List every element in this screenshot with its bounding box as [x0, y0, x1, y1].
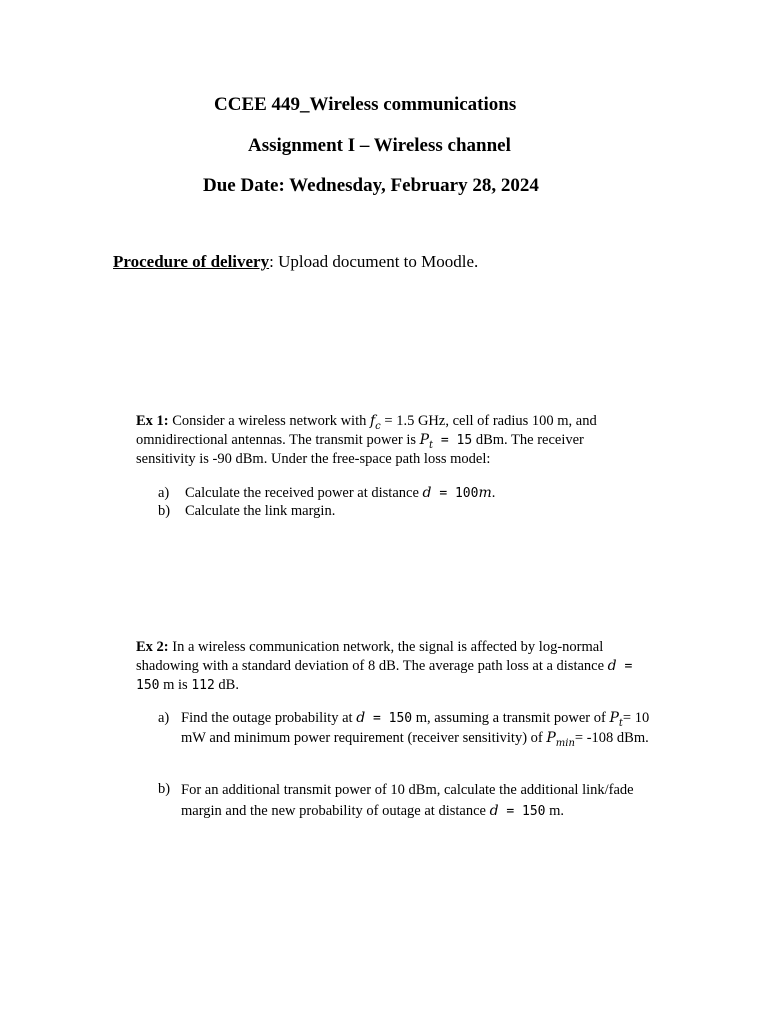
item-marker: b): [158, 781, 171, 797]
pt-sub: t: [429, 439, 434, 451]
assignment-title: Assignment I – Wireless channel: [248, 135, 511, 156]
item-marker: a): [158, 485, 170, 501]
path-loss-value: 112: [191, 678, 215, 693]
item-text: Calculate the link margin.: [185, 503, 336, 519]
fc-sub: c: [375, 420, 381, 432]
item-end: .: [491, 485, 496, 501]
item-text: [181, 780, 661, 822]
item-a-text: Calculate the received power at distance: [185, 485, 423, 501]
pt-value: = 15: [433, 432, 473, 448]
ex2-text: In a wireless communication network, the signal is affected by log-normal shadowing with a standard deviation of 8 dB. The average path loss at a distance: [136, 639, 608, 674]
procedure-of-delivery: [113, 251, 478, 273]
item-marker: b): [158, 503, 171, 519]
ex2-text: m is: [159, 677, 192, 693]
ex2-text: dB.: [214, 677, 239, 693]
ex1-text: Consider a wireless network with: [168, 413, 370, 429]
item-text-part: m, assuming a transmit power of: [412, 710, 610, 726]
ex1-text: = 1.5 GHz, cell of radius 100 m, and omnidirectional antennas. The transmit power is: [136, 413, 597, 448]
procedure-text: : Upload document to Moodle.: [269, 252, 479, 271]
procedure-label: Procedure of delivery: [113, 252, 270, 271]
fc-sym: f: [369, 413, 376, 429]
exercise-1-label: Ex 1:: [136, 413, 169, 429]
course-title: CCEE 449_Wireless communications: [214, 94, 517, 115]
d-unit: m: [478, 485, 492, 501]
d-symbol: d: [422, 485, 432, 501]
d-value: 150: [136, 678, 160, 693]
d-value: = 150: [365, 711, 413, 726]
item-text: [181, 709, 661, 747]
pmin-sub: min: [555, 737, 575, 749]
item-text-part: = 10 mW and minimum power requirement (receiver sensitivity) of: [181, 710, 650, 746]
item-marker: a): [158, 710, 170, 726]
d-symbol: d: [356, 710, 366, 726]
item-text-part: Find the outage probability at: [181, 710, 357, 726]
exercise-1-statement: [136, 412, 636, 469]
due-date: Due Date: Wednesday, February 28, 2024: [203, 175, 539, 196]
pt-sym: P: [609, 710, 619, 726]
exercise-2-statement: [136, 638, 656, 696]
d-symbol: d: [607, 657, 617, 674]
pt-sub: t: [618, 717, 623, 729]
d-value: = 150: [498, 804, 546, 819]
item-text: [185, 484, 635, 504]
item-text-part: = -108 dBm.: [574, 729, 649, 746]
item-text-part: m.: [545, 803, 565, 819]
pt-symbol: [419, 431, 434, 451]
fc-symbol: [369, 413, 381, 432]
pmin-sym: P: [546, 729, 556, 746]
pt-sym: P: [419, 431, 430, 448]
item-text-part: For an additional transmit power of 10 dBm, calculate the additional link/fade margin and the new probability of outage at distance: [181, 782, 634, 819]
pmin-symbol: [546, 729, 575, 749]
pt-symbol: [609, 710, 623, 729]
d-value: = 100: [431, 486, 479, 501]
ex1-text: dBm. The receiver sensitivity is -90 dBm. Under the free-space path loss model:: [136, 431, 584, 467]
d-equals: =: [616, 658, 633, 674]
d-symbol: d: [489, 803, 499, 819]
exercise-2-label: Ex 2:: [136, 639, 169, 655]
